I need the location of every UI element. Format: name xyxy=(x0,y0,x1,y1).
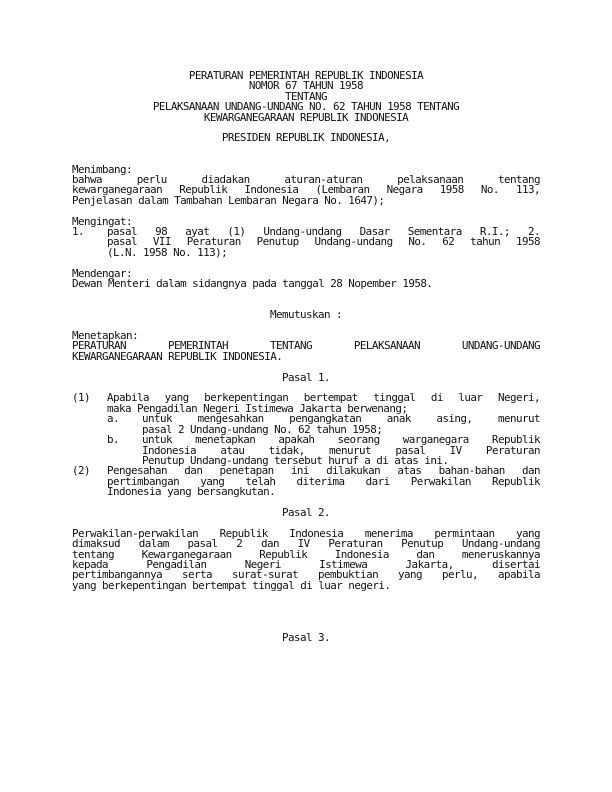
text-line: pertimbangan yang telah diterima dari Perwakilan Republik xyxy=(107,474,540,488)
text-line: KEWARGANEGARAAN REPUBLIK INDONESIA. xyxy=(72,349,283,363)
text-line: pertimbangannya serta surat-surat pembuktian yang perlu, apabila xyxy=(72,568,540,582)
section-heading: Menimbang: xyxy=(72,162,133,176)
pasal-3-heading: Pasal 3. xyxy=(281,630,331,644)
text-line: PERATURAN PEMERINTAH TENTANG PELAKSANAAN UNDANG-UNDANG xyxy=(72,339,540,353)
text-line: pasal 2 Undang-undang No. 62 tahun 1958; xyxy=(142,422,383,436)
list-item xyxy=(72,393,540,466)
item-number: (1) xyxy=(72,391,91,405)
section-heading: Menetapkan: xyxy=(72,329,139,343)
text-line: Penutup Undang-undang tersebut huruf a di atas ini. xyxy=(142,453,449,467)
text-line: tentang Kewarganegaraan Republik Indonesia dan meneruskannya xyxy=(72,547,540,561)
mendengar-section xyxy=(72,266,540,291)
pasal-1-body xyxy=(72,393,540,497)
text-line: Perwakilan-perwakilan Republik Indonesia menerima permintaan yang xyxy=(72,526,540,540)
text-line: bahwa perlu diadakan aturan-aturan pelaksanaan tentang xyxy=(72,173,540,187)
menimbang-section xyxy=(72,162,540,207)
text-line: Penjelasan dalam Tambahan Lembaran Negara No. 1647); xyxy=(72,193,385,207)
pasal-2-heading: Pasal 2. xyxy=(281,505,331,519)
text-line: dimaksud dalam pasal 2 dan IV Peraturan Penutup Undang-undang xyxy=(72,537,540,551)
sub-item-letter: a. xyxy=(107,412,120,426)
title-line: PERATURAN PEMERINTAH REPUBLIK INDONESIA xyxy=(188,69,424,82)
document-title xyxy=(72,71,540,123)
text-line: Pengesahan dan penetapan ini dilakukan atas bahan-bahan dan xyxy=(107,464,540,478)
text-line: kepada Pengadilan Negeri Istimewa Jakarta, disertai xyxy=(72,557,540,571)
text-line: yang berkepentingan bertempat tinggal di luar negeri. xyxy=(72,578,391,592)
menetapkan-section xyxy=(72,331,540,362)
pasal-2-body xyxy=(72,526,540,592)
sub-item xyxy=(107,414,540,435)
text-line: Apabila yang berkepentingan bertempat tinggal di luar Negeri, xyxy=(107,391,540,405)
text-line: untuk menetapkan apakah seorang warganegara Republik xyxy=(142,433,540,447)
text-line: Indonesia atau tidak, menurut pasal IV Peraturan xyxy=(142,443,540,457)
title-line: KEWARGANEGARAAN REPUBLIK INDONESIA xyxy=(203,110,409,124)
document-page xyxy=(72,71,540,643)
text-line: pasal VII Peraturan Penutup Undang-undang No. 62 tahun 1958 xyxy=(107,235,540,249)
sub-item-letter: b. xyxy=(107,433,120,447)
pasal-1-heading: Pasal 1. xyxy=(281,370,331,384)
item-number: (2) xyxy=(72,464,91,478)
title-line: TENTANG xyxy=(284,89,328,103)
section-heading: Mendengar: xyxy=(72,266,133,280)
issuer: PRESIDEN REPUBLIK INDONESIA, xyxy=(221,131,391,145)
item-number: 1. xyxy=(72,225,85,239)
text-line: kewarganegaraan Republik Indonesia (Lembaran Negara 1958 No. 113, xyxy=(72,183,540,197)
text-line: (L.N. 1958 No. 113); xyxy=(107,245,228,259)
section-heading: Mengingat: xyxy=(72,214,133,228)
title-line: PELAKSANAAN UNDANG-UNDANG NO. 62 TAHUN 1958 TENTANG xyxy=(152,100,460,114)
title-line: NOMOR 67 TAHUN 1958 xyxy=(248,79,364,93)
text-line: pasal 98 ayat (1) Undang-undang Dasar Sementara R.I.; 2. xyxy=(107,225,540,239)
text-line: Indonesia yang bersangkutan. xyxy=(107,485,276,499)
text-line: untuk mengesahkan pengangkatan anak asing, menurut xyxy=(142,412,540,426)
mengingat-section xyxy=(72,214,540,259)
text-line: Dewan Menteri dalam sidangnya pada tanggal 28 Nopember 1958. xyxy=(72,277,433,291)
sub-item xyxy=(107,435,540,466)
text-line: maka Pengadilan Negeri Istimewa Jakarta berwenang; xyxy=(107,401,408,415)
memutuskan-heading: Memutuskan : xyxy=(269,308,343,322)
list-item xyxy=(72,466,540,497)
